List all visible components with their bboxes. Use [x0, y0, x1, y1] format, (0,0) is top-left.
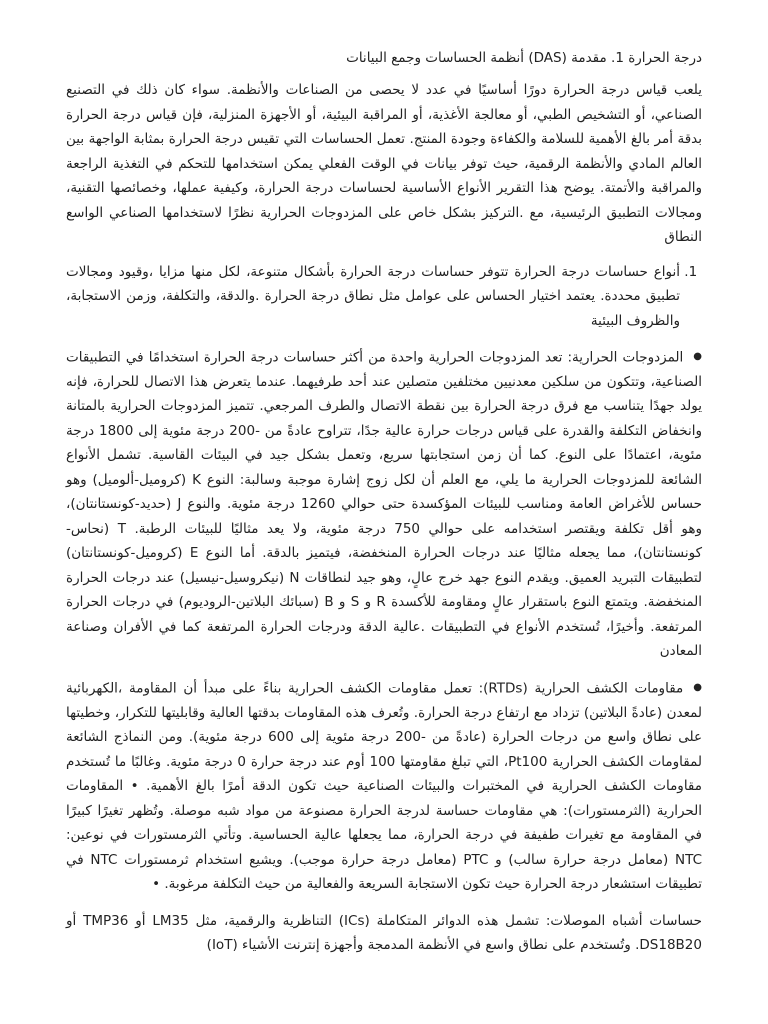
semiconductor-paragraph — [66, 909, 702, 958]
bullet-icon: ● — [693, 681, 702, 693]
thermocouples-paragraph — [66, 345, 702, 664]
rtd-thermistor-paragraph — [66, 676, 702, 897]
bullet-text: مقاومات الكشف الحرارية (RTDs): تعمل مقاومات الكشف الحرارية بناءً على مبدأ أن المقاومة ،الكهربائية لمعدن (عادةً البلاتين) تزداد مع ارتفاع درجة الحرارة. وتُعرف هذه المقاومات بدقتها العالية وقابليتها للتكرار، وخطيتها على نطاق واسع من درجات الحرارة (عادةً من -200 درجة مئوية إلى 600 درجة مئوية). ومن النماذج الشائعة لمقاومات الكشف الحرارية Pt100، التي تبلغ مقاومتها 100 أوم عند درجة حرارة 0 درجة مئوية. وغالبًا ما تُستخدم مقاومات الكشف الحرارية في المختبرات والبيئات الصناعية حيث تكون الدقة أمرًا بالغ الأهمية. • المقاومات الحرارية (الثرمستورات): هي مقاومات حساسة لدرجة الحرارة مصنوعة من مواد شبه موصلة. وتُظهر تغيرًا كبيرًا في المقاومة مع تغيرات طفيفة في درجة الحرارة، مما يجعلها عالية الحساسية. وتأتي الثرمستورات في نوعين: NTC (معامل درجة حرارة سالب) و PTC (معامل درجة حرارة موجب). ويشيع استخدام ثرمستورات NTC في تطبيقات استشعار درجة الحرارة حيث تكون الاستجابة السريعة والفعالية من حيث التكلفة مرغوبة. • — [66, 680, 703, 892]
numbered-list — [66, 260, 702, 334]
bullet-text: المزدوجات الحرارية: تعد المزدوجات الحرارية واحدة من أكثر حساسات درجة الحرارة استخدامًا في التطبيقات الصناعية، وتتكون من سلكين معدنيين مختلفين متصلين عند أحد طرفيهما. عندما يتعرض هذا الاتصال للحرارة، فإنه يولد جهدًا يتناسب مع فرق درجة الحرارة بين نقطة الاتصال والطرف المرجعي. تتميز المزدوجات الحرارية بالمتانة وانخفاض التكلفة والقدرة على قياس درجات حرارة عالية جدًا، تتراوح عادةً من -200 درجة مئوية إلى 1800 درجة مئوية، اعتمادًا على النوع. كما أن زمن استجابتها سريع، وتعمل بشكل جيد في البيئات القاسية. تشمل الأنواع الشائعة للمزدوجات الحرارية ما يلي، مع العلم أن لكل زوج إشارة موجبة وسالبة: النوع K (كروميل-ألوميل) وهو حساس للأغراض العامة ومناسب للبيئات المؤكسدة حتى حوالي 1260 درجة مئوية. والنوع J (حديد-كونستانتان)، وهو أقل تكلفة ويقتصر استخدامه على حوالي 750 درجة مئوية، ولا يعد مثاليًا للبيئات الرطبة. T (نحاس-كونستانتان)، مما يجعله مثاليًا عند درجات الحرارة المنخفضة، فيتميز بالدقة. أما النوع E (كروميل-كونستانتان) لتطبيقات التبريد العميق. ويقدم النوع جهد خرج عالٍ، وهو جيد لنطاقات N (نيكروسيل-نيسيل) عند درجات الحرارة المنخفضة. ويتمتع النوع باستقرار عالٍ ومقاومة للأكسدة R و S و B (سبائك البلاتين-الروديوم) في درجات الحرارة المرتفعة. وأخيرًا، تُستخدم الأنواع في التطبيقات .عالية الدقة ودرجات الحرارة المرتفعة كما في الأفران وصناعة المعادن — [66, 349, 703, 660]
bullet-text: حساسات أشباه الموصلات: تشمل هذه الدوائر المتكاملة (ICs) التناظرية والرقمية، مثل LM35 أو TMP36 أو DS18B20. وتُستخدم على نطاق واسع في الأنظمة المدمجة وأجهزة إنترنت الأشياء (IoT) — [66, 912, 702, 953]
list-item: 1. أنواع حساسات درجة الحرارة تتوفر حساسات درجة الحرارة بأشكال متنوعة، لكل منها مزايا ،وقيود ومجالات تطبيق محددة. يعتمد اختيار الحساس على عوامل مثل نطاق درجة الحرارة .والدقة، والتكلفة، وزمن الاستجابة، والظروف البيئية — [66, 260, 680, 334]
document-title: درجة الحرارة 1. مقدمة (DAS) أنظمة الحساسات وجمع البيانات — [346, 50, 702, 66]
bullet-icon: ● — [693, 351, 702, 362]
intro-paragraph: يلعب قياس درجة الحرارة دورًا أساسيًا في عدد لا يحصى من الصناعات والأنظمة. سواء كان ذلك في التصنيع الصناعي، أو التشخيص الطبي، أو معالجة الأغذية، أو المراقبة البيئية، أو الأجهزة المنزلية، فإن قياس درجة الحرارة بدقة أمر بالغ الأهمية للسلامة والكفاءة وجودة المنتج. تعمل الحساسات التي تقيس درجة الحرارة بمثابة الواجهة بين العالم المادي والأنظمة الرقمية، حيث توفر بيانات في الوقت الفعلي يمكن استخدامها للتحكم في التغذية الراجعة والمراقبة والأتمتة. يوضح هذا التقرير الأنواع الأساسية لحساسات درجة الحرارة، وكيفية عملها، وخصائصها التقنية، ومجالات التطبيق الرئيسية، مع .التركيز بشكل خاص على المزدوجات الحرارية نظرًا لاستخدامها الصناعي الواسع النطاق — [66, 82, 702, 245]
